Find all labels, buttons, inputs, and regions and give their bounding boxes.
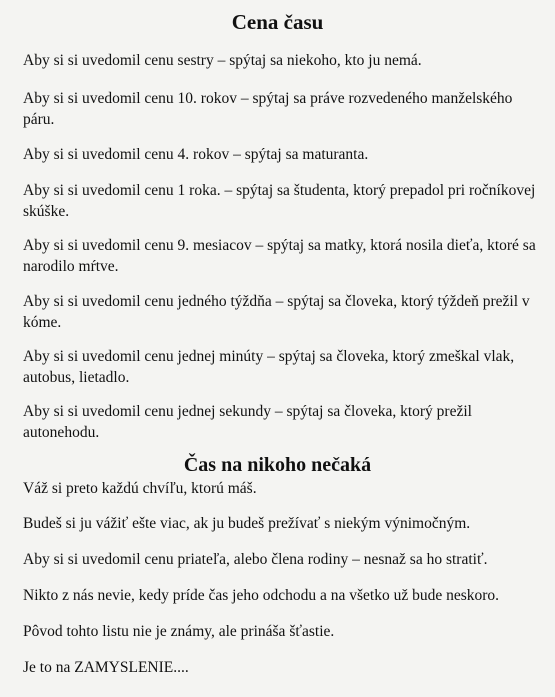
paragraph-cherish: Váž si preto každú chvíľu, ktorú máš. [23,480,257,497]
paragraph-friend: Aby si si uvedomil cenu priateľa, alebo člena rodiny – nesnaž sa ho stratiť. [23,551,488,568]
section-subtitle: Čas na nikoho nečaká [183,454,372,476]
paragraph-1-minute: Aby si si uvedomil cenu jednej minúty – spýtaj sa človeka, ktorý zmeškal vlak, autobus, lietadlo. [23,348,515,386]
paragraph-9-months: Aby si si uvedomil cenu 9. mesiacov – spýtaj sa matky, ktorá nosila dieťa, ktoré sa narodilo mŕtve. [23,237,536,275]
page-title: Cena času [231,10,324,34]
paragraph-4-years: Aby si si uvedomil cenu 4. rokov – spýtaj sa maturanta. [23,146,369,163]
paragraph-nobody-knows: Nikto z nás nevie, kedy príde čas jeho odchodu a na všetko už bude neskoro. [23,587,500,604]
paragraph-value-more: Budeš si ju vážiť ešte viac, ak ju budeš prežívať s niekým výnimočným. [23,515,471,532]
paragraph-sister: Aby si si uvedomil cenu sestry – spýtaj sa niekoho, kto ju nemá. [23,52,422,69]
paragraph-10-years: Aby si si uvedomil cenu 10. rokov – spýtaj sa práve rozvedeného manželského páru. [23,90,513,128]
paragraph-1-year: Aby si si uvedomil cenu 1 roka. – spýtaj sa študenta, ktorý prepadol pri ročníkovej skúške. [23,182,536,220]
paragraph-1-second: Aby si si uvedomil cenu jednej sekundy – spýtaj sa človeka, ktorý prežil autonehodu. [23,403,472,441]
paragraph-reflection: Je to na ZAMYSLENIE.... [23,659,189,676]
paragraph-origin: Pôvod tohto listu nie je známy, ale prináša šťastie. [23,623,335,640]
paragraph-1-week: Aby si si uvedomil cenu jedného týždňa – spýtaj sa človeka, ktorý týždeň prežil v kóme. [23,293,530,331]
